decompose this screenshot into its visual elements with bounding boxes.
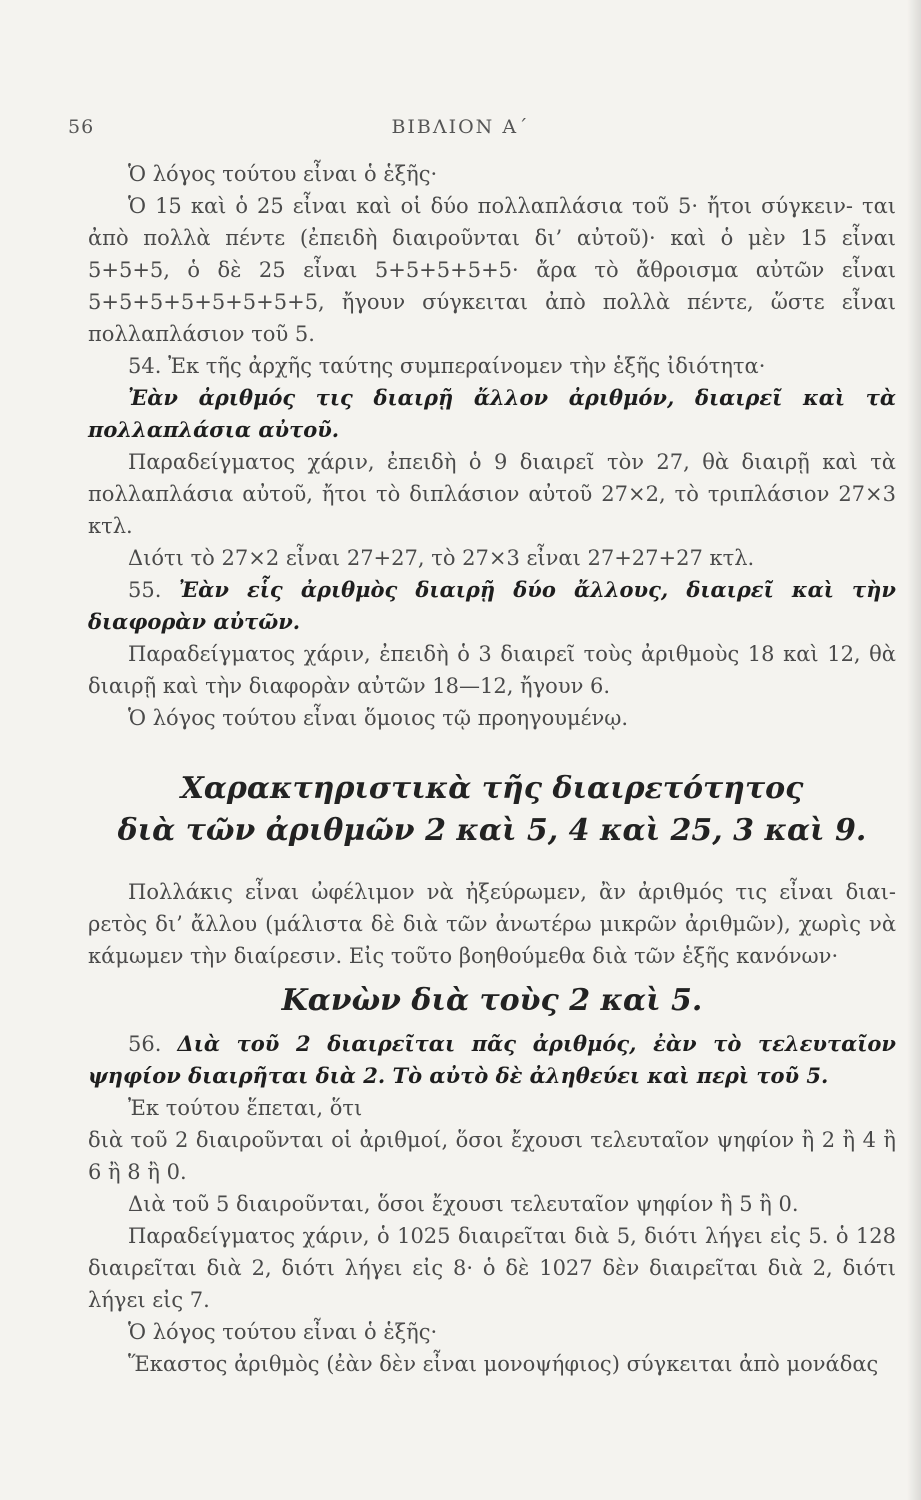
section-number: 55.: [128, 578, 162, 602]
theorem-paragraph: [88, 1028, 896, 1092]
paragraph: Ὁ λόγος τούτου εἶναι ὅμοιος τῷ προηγουμένῳ.: [128, 706, 629, 730]
paragraph: Ὁ λόγος τούτου εἶναι ὁ ἑξῆς·: [128, 162, 438, 186]
page-body: [88, 158, 896, 1380]
section-heading-subline: διὰ τῶν ἀριθμῶν 2 καὶ 5, 4 καὶ 25, 3 καὶ 9.: [117, 813, 867, 848]
theorem-statement: Ἐὰν εἷς ἀριθμὸς διαιρῇ δύο ἄλλους, διαιρεῖ καὶ τὴν διαφορὰν αὐτῶν.: [88, 577, 896, 634]
paragraph: Διότι τὸ 27×2 εἶναι 27+27, τὸ 27×3 εἶναι 27+27+27 κτλ.: [128, 546, 755, 570]
paragraph: Διὰ τοῦ 5 διαιροῦνται, ὅσοι ἔχουσι τελευταῖον ψηφίον ἢ 5 ἢ 0.: [128, 1192, 799, 1216]
subsection-heading: Κανὼν διὰ τοὺς 2 καὶ 5.: [281, 983, 703, 1018]
paragraph: Ὁ 15 καὶ ὁ 25 εἶναι καὶ οἱ δύο πολλαπλάσια τοῦ 5· ἤτοι σύγκειν- ται ἀπὸ πολλὰ πέντε (ἐπειδὴ διαιροῦνται δι’ αὐτοῦ)· καὶ ὁ μὲν 15 εἶναι 5+5+5, ὁ δὲ 25 εἶναι 5+5+5+5+5· ἄρα τὸ ἄθροισμα αὐτῶν εἶναι 5+5+5+5+5+5+5+5, ἤγουν σύγκειται ἀπὸ πολλὰ πέντε, ὥστε εἶναι πολλαπλάσιον τοῦ 5.: [88, 194, 896, 346]
theorem-statement: Ἐὰν ἀριθμός τις διαιρῇ ἄλλον ἀριθμόν, διαιρεῖ καὶ τὰ πολλαπλάσια αὐτοῦ.: [88, 385, 896, 442]
paragraph: Παραδείγματος χάριν, ὁ 1025 διαιρεῖται διὰ 5, διότι λήγει εἰς 5. ὁ 128 διαιρεῖται διὰ 2, διότι λήγει εἰς 8· ὁ δὲ 1027 δὲν διαιρεῖται διὰ 2, διότι λήγει εἰς 7.: [88, 1224, 896, 1312]
paragraph: Ὁ λόγος τούτου εἶναι ὁ ἑξῆς·: [128, 1320, 438, 1344]
paragraph: Ἐκ τούτου ἕπεται, ὅτι: [128, 1096, 363, 1120]
theorem-paragraph: [88, 382, 896, 446]
theorem-statement: Διὰ τοῦ 2 διαιρεῖται πᾶς ἀριθμός, ἐὰν τὸ τελευταῖον ψηφίον διαιρῆται διὰ 2. Τὸ αὐτὸ δὲ ἀληθεύει καὶ περὶ τοῦ 5.: [88, 1031, 896, 1088]
page-number: 56: [68, 116, 95, 138]
paragraph: διὰ τοῦ 2 διαιροῦνται οἱ ἀριθμοί, ὅσοι ἔχουσι τελευταῖον ψηφίον ἢ 2 ἢ 4 ἢ 6 ἢ 8 ἢ 0.: [88, 1128, 896, 1184]
theorem-paragraph: [88, 574, 896, 638]
paragraph: Παραδείγματος χάριν, ἐπειδὴ ὁ 9 διαιρεῖ τὸν 27, θὰ διαιρῇ καὶ τὰ πολλαπλάσια αὐτοῦ, ἤτοι τὸ διπλάσιον αὐτοῦ 27×2, τὸ τριπλάσιον 27×3 κτλ.: [88, 450, 896, 538]
page-edge-shadow: [907, 0, 921, 1500]
section-heading: Χαρακτηριστικὰ τῆς διαιρετότητος: [180, 771, 804, 806]
paragraph: 54. Ἐκ τῆς ἀρχῆς ταύτης συμπεραίνομεν τὴν ἑξῆς ἰδιότητα·: [128, 354, 766, 378]
page-header: [0, 116, 921, 146]
running-title: ΒΙΒΛΙΟΝ Α΄: [391, 116, 530, 138]
paragraph: Πολλάκις εἶναι ὠφέλιμον νὰ ἠξεύρωμεν, ἂν ἀριθμός τις εἶναι διαι- ρετὸς δι’ ἄλλου (μάλιστα δὲ διὰ τῶν ἀνωτέρω μικρῶν ἀριθμῶν), χωρὶς νὰ κάμωμεν τὴν διαίρεσιν. Εἰς τοῦτο βοηθούμεθα διὰ τῶν ἑξῆς κανόνων·: [88, 880, 896, 968]
section-number: 56.: [128, 1032, 162, 1056]
paragraph: Ἕκαστος ἀριθμὸς (ἐὰν δὲν εἶναι μονοψήφιος) σύγκειται ἀπὸ μονάδας: [128, 1352, 879, 1376]
paragraph: Παραδείγματος χάριν, ἐπειδὴ ὁ 3 διαιρεῖ τοὺς ἀριθμοὺς 18 καὶ 12, θὰ διαιρῇ καὶ τὴν διαφορὰν αὐτῶν 18—12, ἤγουν 6.: [88, 642, 896, 698]
